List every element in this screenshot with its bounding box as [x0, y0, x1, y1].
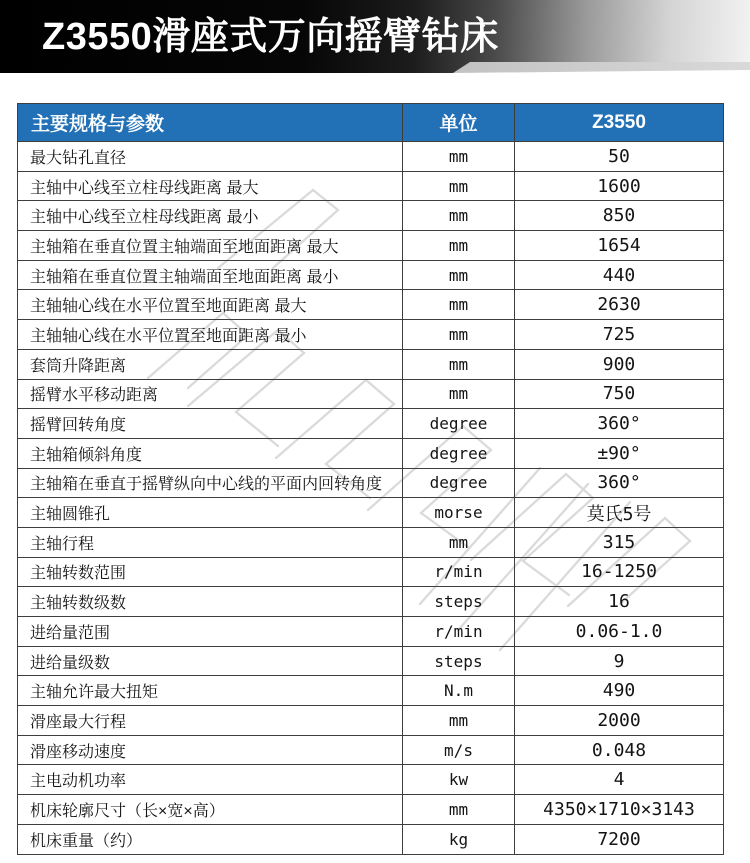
unit-cell: kg	[403, 824, 515, 854]
param-cell: 摇臂回转角度	[18, 409, 403, 439]
value-cell: 850	[515, 201, 724, 231]
banner-accent-strip	[453, 62, 750, 73]
col-header-model: Z3550	[515, 104, 724, 142]
param-cell: 主轴箱在垂直位置主轴端面至地面距离 最小	[18, 260, 403, 290]
table-row	[18, 201, 724, 231]
unit-cell: mm	[403, 379, 515, 409]
param-cell: 主轴箱倾斜角度	[18, 438, 403, 468]
value-cell: 360°	[515, 409, 724, 439]
unit-cell: mm	[403, 349, 515, 379]
table-row	[18, 171, 724, 201]
value-cell: 315	[515, 527, 724, 557]
unit-cell: N.m	[403, 676, 515, 706]
unit-cell: steps	[403, 587, 515, 617]
value-cell: 360°	[515, 468, 724, 498]
page-title: Z3550滑座式万向摇臂钻床	[42, 16, 499, 58]
param-cell: 主轴轴心线在水平位置至地面距离 最小	[18, 320, 403, 350]
table-row	[18, 438, 724, 468]
param-cell: 最大钻孔直径	[18, 142, 403, 172]
spec-table-header	[18, 104, 724, 142]
param-cell: 机床轮廓尺寸（长×宽×高）	[18, 795, 403, 825]
param-cell: 主轴中心线至立柱母线距离 最大	[18, 171, 403, 201]
unit-cell: mm	[403, 171, 515, 201]
unit-cell: mm	[403, 201, 515, 231]
table-row	[18, 557, 724, 587]
table-row	[18, 498, 724, 528]
value-cell: 50	[515, 142, 724, 172]
param-cell: 主轴转数级数	[18, 587, 403, 617]
unit-cell: degree	[403, 438, 515, 468]
table-row	[18, 260, 724, 290]
header-row	[18, 104, 724, 142]
col-header-param: 主要规格与参数	[18, 104, 403, 142]
table-row	[18, 142, 724, 172]
value-cell: 0.048	[515, 735, 724, 765]
table-row	[18, 231, 724, 261]
value-cell: 16-1250	[515, 557, 724, 587]
value-cell: 2630	[515, 290, 724, 320]
param-cell: 主轴轴心线在水平位置至地面距离 最大	[18, 290, 403, 320]
table-row	[18, 765, 724, 795]
table-row	[18, 706, 724, 736]
table-row	[18, 735, 724, 765]
table-row	[18, 795, 724, 825]
unit-cell: morse	[403, 498, 515, 528]
param-cell: 主轴箱在垂直位置主轴端面至地面距离 最大	[18, 231, 403, 261]
unit-cell: mm	[403, 260, 515, 290]
param-cell: 主轴转数范围	[18, 557, 403, 587]
unit-cell: mm	[403, 795, 515, 825]
value-cell: 7200	[515, 824, 724, 854]
value-cell: 1654	[515, 231, 724, 261]
value-cell: 2000	[515, 706, 724, 736]
value-cell: 750	[515, 379, 724, 409]
spec-table-body	[18, 142, 724, 855]
value-cell: 0.06-1.0	[515, 617, 724, 647]
unit-cell: kw	[403, 765, 515, 795]
col-header-unit: 单位	[403, 104, 515, 142]
param-cell: 滑座最大行程	[18, 706, 403, 736]
param-cell: 主轴允许最大扭矩	[18, 676, 403, 706]
table-row	[18, 617, 724, 647]
param-cell: 主轴圆锥孔	[18, 498, 403, 528]
value-cell: 440	[515, 260, 724, 290]
table-row	[18, 527, 724, 557]
param-cell: 摇臂水平移动距离	[18, 379, 403, 409]
param-cell: 滑座移动速度	[18, 735, 403, 765]
param-cell: 主轴行程	[18, 527, 403, 557]
unit-cell: mm	[403, 290, 515, 320]
value-cell: 725	[515, 320, 724, 350]
unit-cell: degree	[403, 409, 515, 439]
table-row	[18, 676, 724, 706]
unit-cell: r/min	[403, 617, 515, 647]
param-cell: 主轴中心线至立柱母线距离 最小	[18, 201, 403, 231]
unit-cell: mm	[403, 142, 515, 172]
table-row	[18, 290, 724, 320]
value-cell: 莫氏5号	[515, 498, 724, 528]
unit-cell: steps	[403, 646, 515, 676]
table-row	[18, 646, 724, 676]
value-cell: 4	[515, 765, 724, 795]
unit-cell: m/s	[403, 735, 515, 765]
table-row	[18, 409, 724, 439]
param-cell: 主轴箱在垂直于摇臂纵向中心线的平面内回转角度	[18, 468, 403, 498]
value-cell: 4350×1710×3143	[515, 795, 724, 825]
value-cell: 16	[515, 587, 724, 617]
table-row	[18, 379, 724, 409]
param-cell: 主电动机功率	[18, 765, 403, 795]
value-cell: 1600	[515, 171, 724, 201]
param-cell: 进给量级数	[18, 646, 403, 676]
unit-cell: degree	[403, 468, 515, 498]
table-row	[18, 468, 724, 498]
param-cell: 进给量范围	[18, 617, 403, 647]
unit-cell: mm	[403, 527, 515, 557]
unit-cell: mm	[403, 320, 515, 350]
param-cell: 机床重量（约）	[18, 824, 403, 854]
unit-cell: mm	[403, 231, 515, 261]
table-row	[18, 824, 724, 854]
value-cell: 490	[515, 676, 724, 706]
spec-table	[17, 103, 724, 855]
unit-cell: mm	[403, 706, 515, 736]
table-row	[18, 349, 724, 379]
table-row	[18, 587, 724, 617]
param-cell: 套筒升降距离	[18, 349, 403, 379]
table-row	[18, 320, 724, 350]
unit-cell: r/min	[403, 557, 515, 587]
value-cell: 9	[515, 646, 724, 676]
value-cell: ±90°	[515, 438, 724, 468]
value-cell: 900	[515, 349, 724, 379]
